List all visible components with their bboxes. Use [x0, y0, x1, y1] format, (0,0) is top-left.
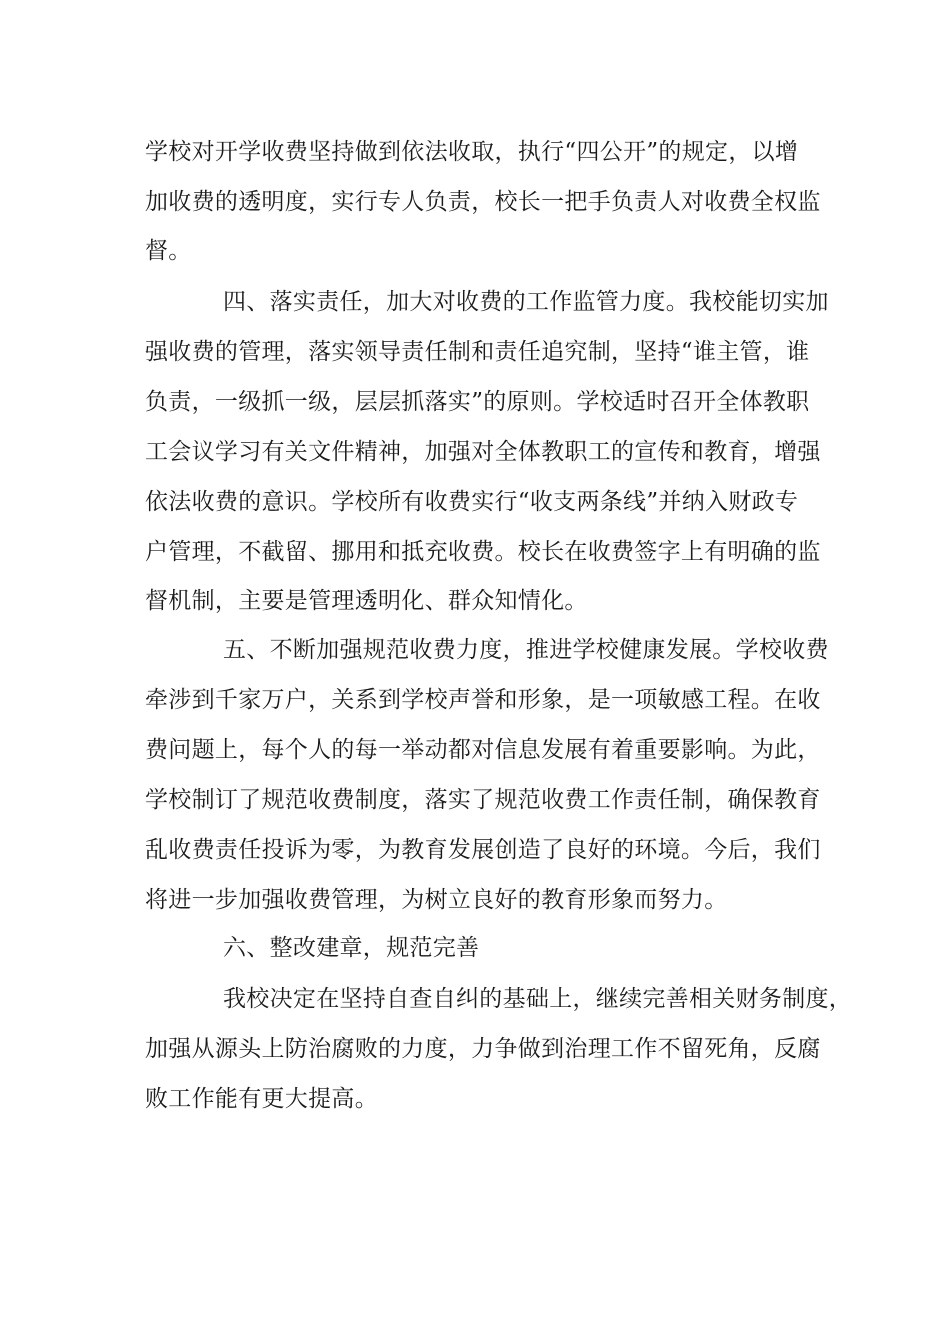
- section-heading-six: 六、整改建章，规范完善: [223, 935, 480, 961]
- text-line: 乱收费责任投诉为零，为教育发展创造了良好的环境。今后，我们: [145, 837, 821, 863]
- text-line: 加收费的透明度，实行专人负责，校长一把手负责人对收费全权监: [145, 189, 821, 215]
- text-line: 督机制，主要是管理透明化、群众知情化。: [145, 588, 588, 614]
- text-line: 费问题上，每个人的每一举动都对信息发展有着重要影响。为此，: [145, 737, 821, 763]
- text-line: 加强从源头上防治腐败的力度，力争做到治理工作不留死角，反腐: [145, 1036, 821, 1062]
- text-line: 学校对开学收费坚持做到依法收取，执行“四公开”的规定，以增: [145, 139, 799, 165]
- section-heading-five: 五、不断加强规范收费力度，推进学校健康发展。学校收费: [223, 637, 829, 663]
- text-line: 我校决定在坚持自查自纠的基础上，继续完善相关财务制度，: [223, 986, 853, 1012]
- text-line: 败工作能有更大提高。: [145, 1086, 378, 1112]
- text-line: 负责，一级抓一级，层层抓落实”的原则。学校适时召开全体教职: [145, 389, 810, 415]
- text-line: 牵涉到千家万户，关系到学校声誉和形象，是一项敏感工程。在收: [145, 687, 821, 713]
- text-line: 依法收费的意识。学校所有收费实行“收支两条线”并纳入财政专: [145, 489, 799, 515]
- text-line: 督。: [145, 238, 192, 264]
- text-line: 将进一步加强收费管理，为树立良好的教育形象而努力。: [145, 887, 728, 913]
- text-line: 户管理，不截留、挪用和抵充收费。校长在收费签字上有明确的监: [145, 539, 821, 565]
- text-line: 强收费的管理，落实领导责任制和责任追究制，坚持“谁主管，谁: [145, 339, 810, 365]
- text-line: 学校制订了规范收费制度，落实了规范收费工作责任制，确保教育: [145, 787, 821, 813]
- text-line: 工会议学习有关文件精神，加强对全体教职工的宣传和教育，增强: [145, 439, 821, 465]
- section-heading-four: 四、落实责任，加大对收费的工作监管力度。我校能切实加: [223, 289, 829, 315]
